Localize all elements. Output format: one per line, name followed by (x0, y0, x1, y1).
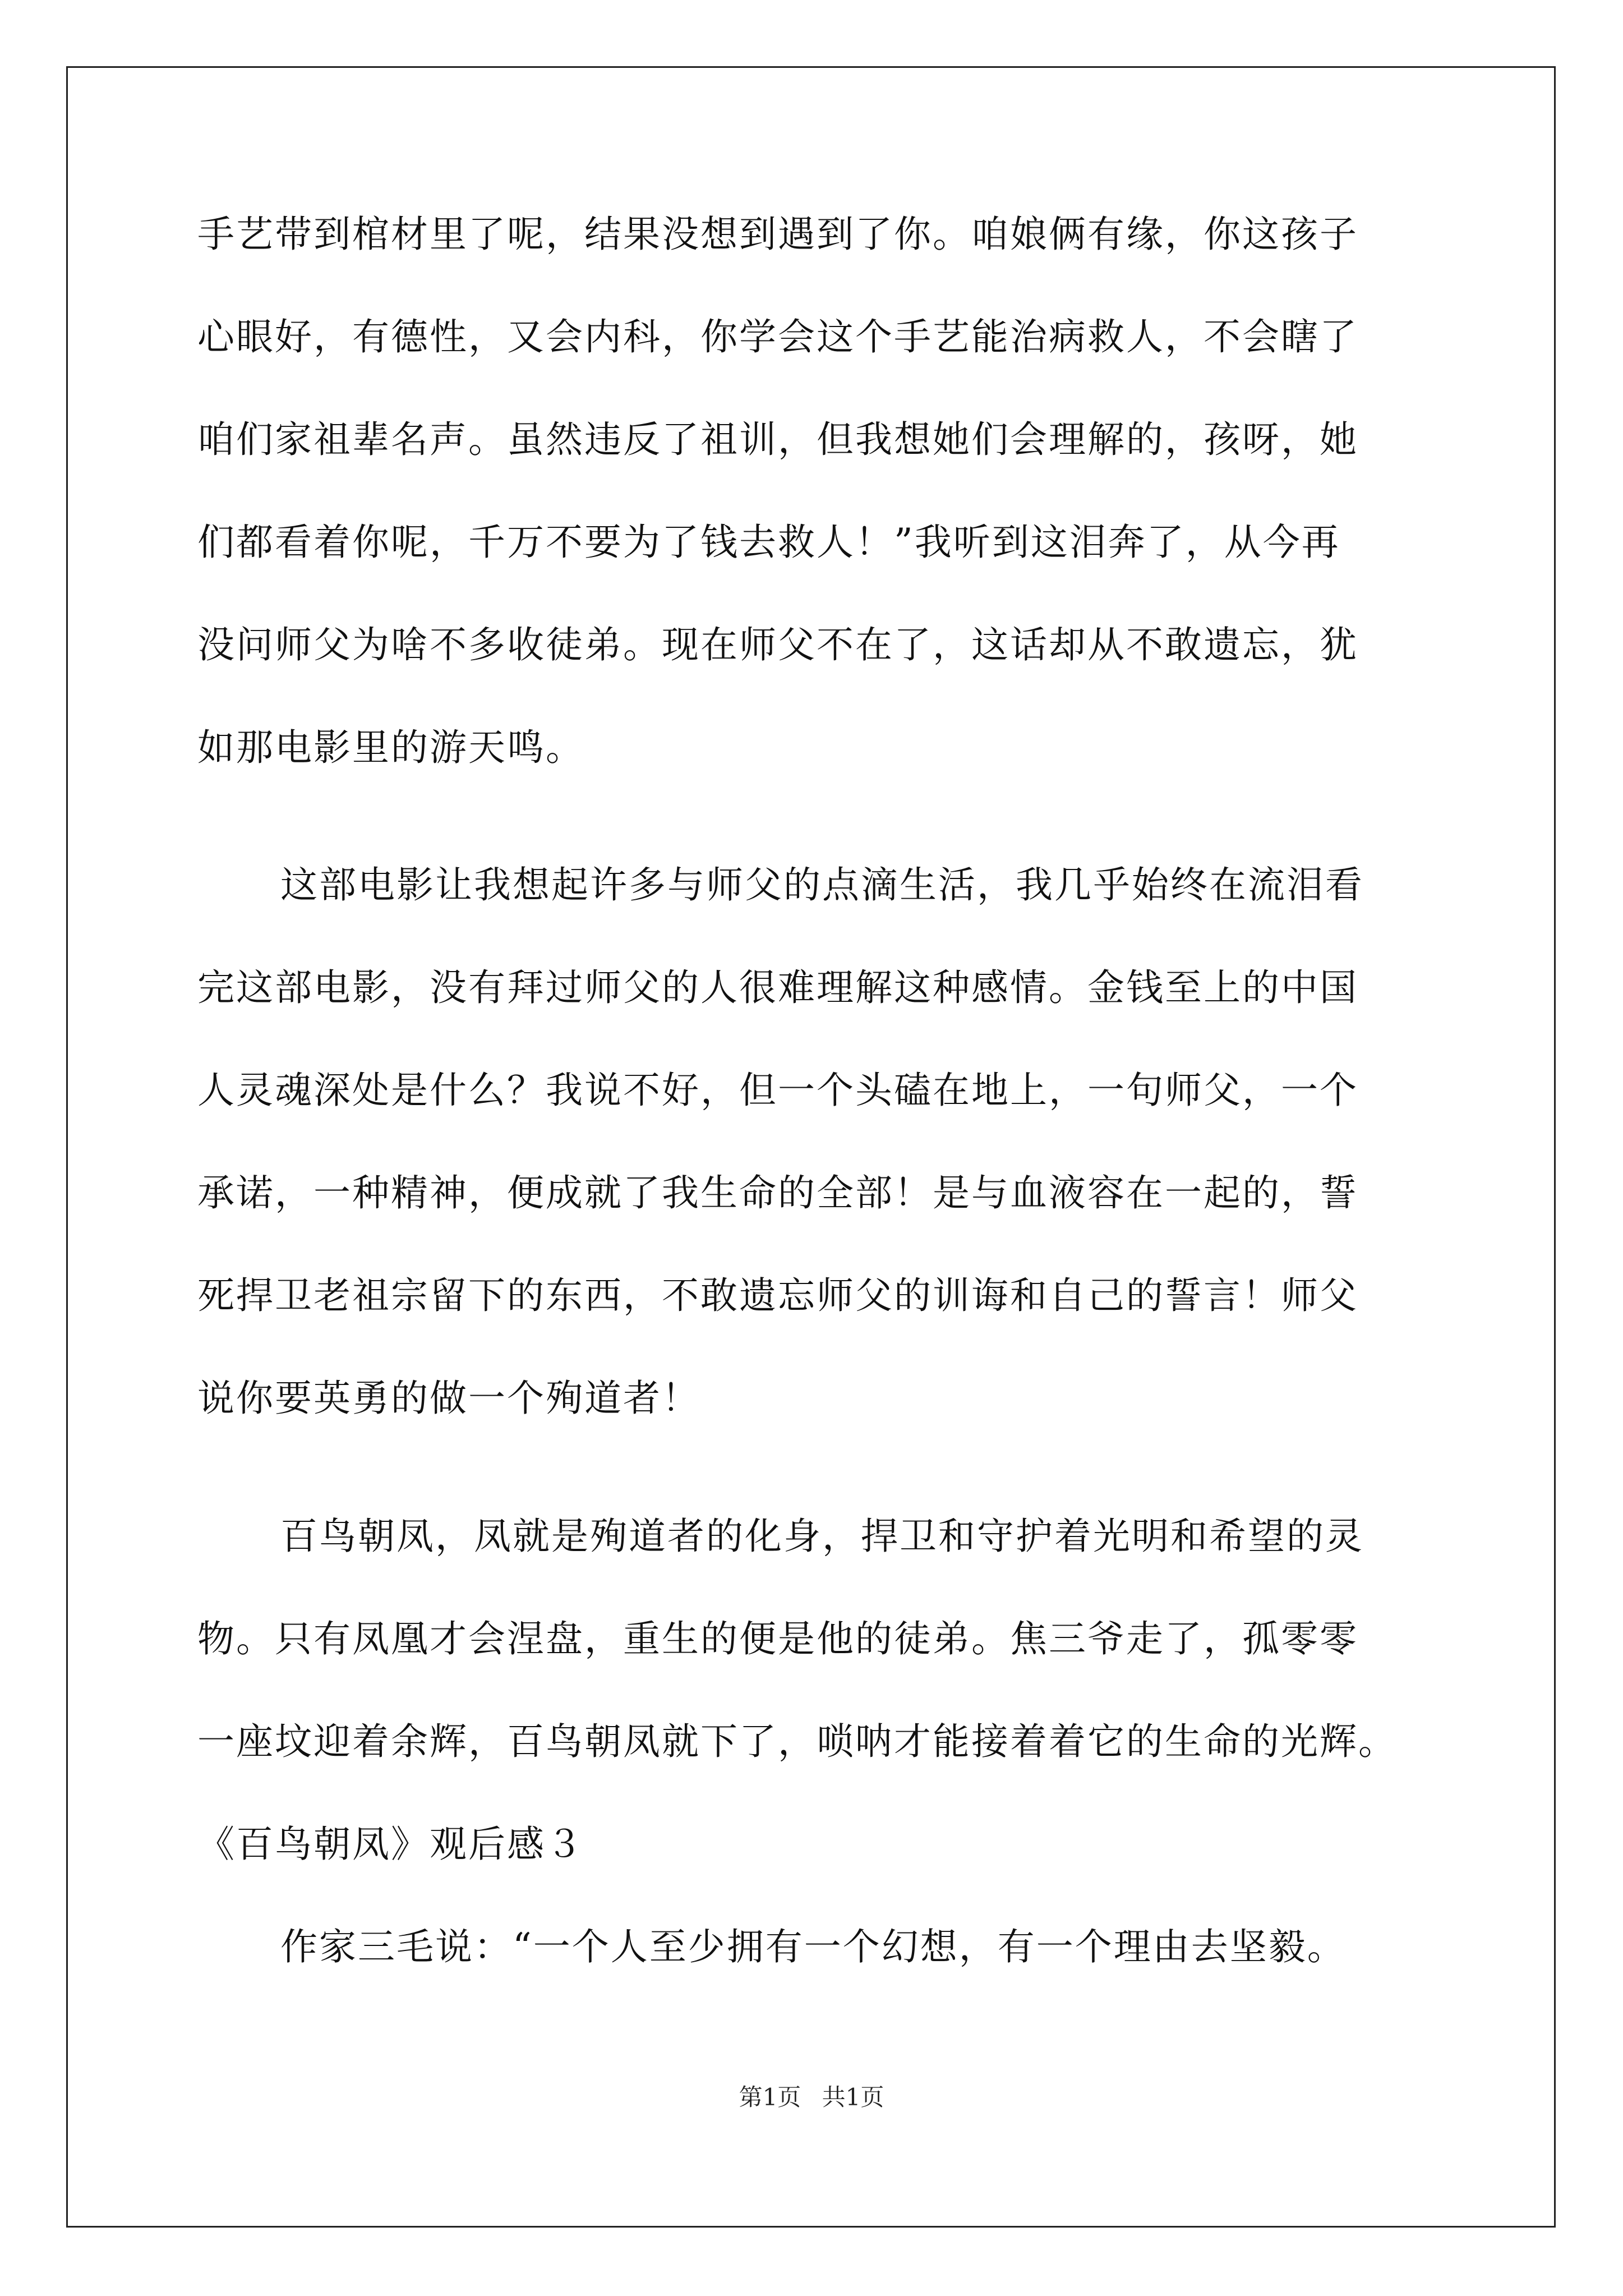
text-line: 如那电影里的游天鸣。 (197, 726, 584, 769)
text-line: 手艺带到棺材里了呢，结果没想到遇到了你。咱娘俩有缘，你这孩子 (197, 213, 1358, 256)
page-number: 第1页 (739, 2083, 801, 2111)
text-line: 承诺，一种精神，便成就了我生命的全部！是与血液容在一起的，誓 (197, 1171, 1358, 1214)
page-footer (0, 2084, 1623, 2111)
text-line: 人灵魂深处是什么？我说不好，但一个头磕在地上，一句师父，一个 (197, 1069, 1358, 1112)
text-line: 咱们家祖辈名声。虽然违反了祖训，但我想她们会理解的，孩呀，她 (197, 418, 1358, 461)
page-total: 共1页 (822, 2083, 884, 2111)
paragraph-first-line: 作家三毛说：“一个人至少拥有一个幻想，有一个理由去坚毅。 (280, 1925, 1346, 1968)
text-line: 死捍卫老祖宗留下的东西，不敢遗忘师父的训诲和自己的誓言！师父 (197, 1274, 1358, 1317)
text-line: 们都看着你呢，千万不要为了钱去救人！”我听到这泪奔了，从今再 (197, 521, 1340, 564)
text-line: 说你要英勇的做一个殉道者！ (197, 1377, 700, 1420)
paragraph-first-line: 百鸟朝凤，凤就是殉道者的化身，捍卫和守护着光明和希望的灵 (280, 1515, 1364, 1558)
text-line: 没问师父为啥不多收徒弟。现在师父不在了，这话却从不敢遗忘，犹 (197, 623, 1358, 666)
text-line: 完这部电影，没有拜过师父的人很难理解这种感情。金钱至上的中国 (197, 966, 1358, 1009)
paragraph-first-line: 这部电影让我想起许多与师父的点滴生活，我几乎始终在流泪看 (280, 863, 1364, 907)
section-heading: 《百鸟朝凤》观后感３ (197, 1823, 584, 1866)
text-line: 心眼好，有德性，又会内科，你学会这个手艺能治病救人，不会瞎了 (197, 315, 1358, 358)
page-border (66, 66, 1556, 2228)
text-line: 物。只有凤凰才会涅盘，重生的便是他的徒弟。焦三爷走了，孤零零 (197, 1617, 1358, 1660)
text-line: 一座坟迎着余辉，百鸟朝凤就下了，唢呐才能接着着它的生命的光辉。 (197, 1720, 1397, 1763)
